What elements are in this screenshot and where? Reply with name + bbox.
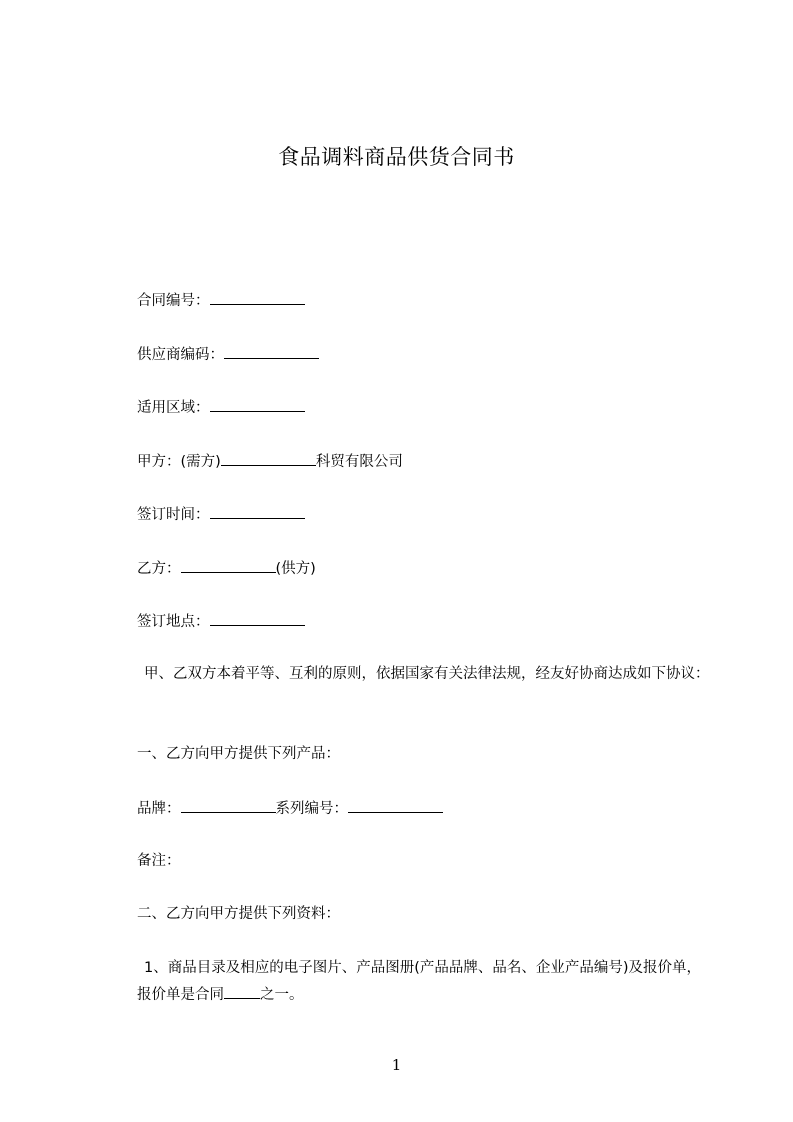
item1-blank — [224, 983, 260, 999]
sign-place-blank — [210, 610, 305, 626]
party-b-role: (供方) — [275, 561, 316, 577]
contract-number-blank — [210, 289, 305, 305]
supplier-code-label: 供应商编码： — [137, 347, 224, 363]
item1-suffix: 之一。 — [260, 987, 304, 1003]
supplier-code-line — [137, 343, 319, 366]
series-label: 系列编号： — [275, 801, 348, 817]
party-b-blank — [181, 557, 276, 573]
party-a-label: 甲方：(需方) — [137, 454, 221, 470]
region-blank — [210, 396, 305, 412]
contract-number-label: 合同编号： — [137, 293, 210, 309]
party-a-company: 科贸有限公司 — [315, 454, 403, 470]
intro-paragraph: 甲、乙双方本着平等、互利的原则，依据国家有关法律法规，经友好协商达成如下协议： — [144, 666, 710, 682]
section2-heading: 二、乙方向甲方提供下列资料： — [137, 906, 340, 922]
party-b-label: 乙方： — [137, 561, 181, 577]
sign-time-line — [137, 503, 305, 526]
sign-place-label: 签订地点： — [137, 614, 210, 630]
region-line — [137, 396, 305, 419]
section1-heading: 一、乙方向甲方提供下列产品： — [137, 746, 340, 762]
brand-blank — [181, 797, 276, 813]
party-b-line — [137, 557, 316, 580]
item1-text: 1、商品目录及相应的电子图片、产品图册(产品品牌、品名、企业产品编号)及报价单，报价单是合同 — [137, 960, 702, 1003]
series-blank — [348, 797, 443, 813]
region-label: 适用区域： — [137, 400, 210, 416]
section2-item1 — [137, 955, 712, 1009]
brand-series-line — [137, 797, 443, 820]
party-a-line — [137, 450, 403, 473]
sign-place-line — [137, 610, 305, 633]
page-number: 1 — [391, 1056, 402, 1074]
supplier-code-blank — [224, 343, 319, 359]
remark-label: 备注： — [137, 853, 181, 869]
sign-time-label: 签订时间： — [137, 507, 210, 523]
contract-number-line — [137, 289, 305, 312]
brand-label: 品牌： — [137, 801, 181, 817]
party-a-blank — [221, 450, 316, 466]
document-title: 食品调料商品供货合同书 — [278, 145, 515, 169]
sign-time-blank — [210, 503, 305, 519]
